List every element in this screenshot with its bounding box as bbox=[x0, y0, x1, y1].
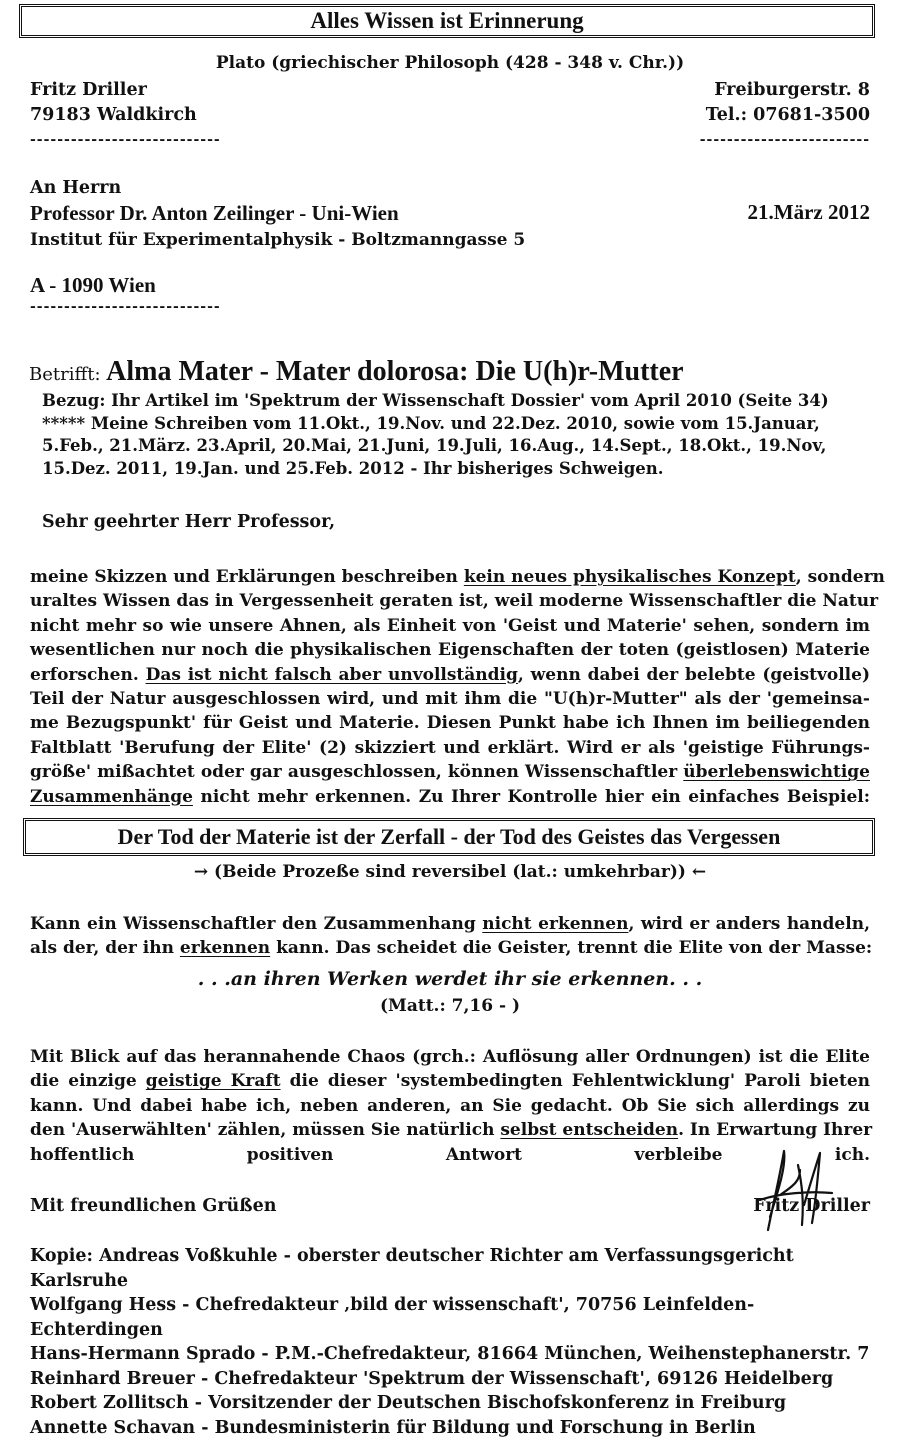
emphasis-text: Zusammenhänge bbox=[30, 787, 193, 807]
text-span: als der 'gemeinsa- bbox=[688, 689, 870, 709]
text-span: . In Erwartung Ihrer bbox=[678, 1120, 872, 1140]
copies-label: Kopie bbox=[30, 1246, 87, 1266]
paragraph-line: hoffentlich positiven Antwort verbleibe ich. bbox=[30, 1143, 870, 1167]
sender-city: 79183 Waldkirch bbox=[30, 103, 221, 128]
text-span: die einzige bbox=[30, 1071, 146, 1091]
paragraph-line: kann. Und dabei habe ich, neben anderen, an Sie gedacht. Ob Sie sich allerdings zu bbox=[30, 1094, 870, 1118]
motto-text: Der Tod der Materie ist der Zerfall - der Tod des Geistes das Vergessen bbox=[118, 824, 781, 849]
paragraph-line bbox=[30, 565, 870, 589]
copies-block bbox=[30, 1244, 880, 1440]
motto-box bbox=[23, 818, 875, 856]
recipient-block bbox=[30, 177, 525, 315]
emphasis-text: geistige Kraft bbox=[146, 1071, 281, 1091]
emphasis-text: Das ist nicht falsch aber unvollständig bbox=[146, 665, 518, 685]
text-span: meine Skizzen und Erklärungen beschreiben bbox=[30, 567, 464, 587]
paragraph-line: uraltes Wissen das in Vergessenheit geraten ist, weil moderne Wissenschaftler die Natur bbox=[30, 589, 870, 613]
text-span: die dieser bbox=[281, 1071, 396, 1091]
sender-contact-divider: ------------------------- bbox=[680, 128, 870, 153]
emphasis-text: Materie' bbox=[607, 616, 687, 636]
text-span: nicht mehr erkennen. Zu Ihrer Kontrolle hier ein einfaches Beispiel: bbox=[193, 787, 870, 807]
paragraph-line bbox=[30, 663, 870, 687]
recipient-institute: Institut für Experimentalphysik - Boltzmanngasse 5 bbox=[30, 227, 525, 253]
subject-line bbox=[29, 356, 889, 388]
paragraph-line: me Bezugspunkt' für Geist und Materie. Diesen Punkt habe ich Ihnen im beiliegenden bbox=[30, 711, 870, 735]
signature-image bbox=[740, 1145, 870, 1235]
letter-date: 21.März 2012 bbox=[700, 200, 870, 225]
text-span: ) bbox=[862, 665, 870, 685]
emphasis-text: überlebenswichtige bbox=[683, 762, 870, 782]
letter-title-box bbox=[19, 4, 875, 38]
recipient-salutation: An Herrn bbox=[30, 177, 525, 199]
reference-line: ***** Meine Schreiben vom 11.Okt., 19.Nov. und 22.Dez. 2010, sowie vom 15.Januar, bbox=[42, 413, 870, 436]
emphasis-text: geistlosen bbox=[684, 640, 781, 660]
text-span: , wenn dabei der belebte ( bbox=[518, 665, 771, 685]
text-span: ) Materie bbox=[781, 640, 870, 660]
recipient-divider: ---------------------------- bbox=[30, 299, 525, 315]
text-span: : Andreas Voßkuhle - oberster deutscher Richter am Verfassungsgericht Karlsruhe bbox=[30, 1246, 794, 1291]
text-span: erforschen. bbox=[30, 665, 146, 685]
sender-block bbox=[30, 78, 221, 153]
copy-line bbox=[30, 1244, 880, 1293]
sender-divider: ---------------------------- bbox=[30, 128, 221, 153]
bible-quote: . . .an ihren Werken werdet ihr sie erkennen. . . bbox=[0, 968, 900, 990]
reversible-note: → (Beide Prozeße sind reversibel (lat.: umkehrbar)) ← bbox=[0, 862, 900, 882]
recipient-name: Professor Dr. Anton Zeilinger - Uni-Wien bbox=[30, 199, 525, 227]
text-span: kann. Das scheidet die Geister, trennt die Elite von der Masse: bbox=[270, 938, 872, 958]
emphasis-text: erkennen bbox=[180, 938, 270, 958]
sender-contact bbox=[680, 78, 870, 153]
paragraph-line bbox=[30, 638, 870, 662]
reference-block bbox=[42, 390, 870, 480]
recipient-city: A - 1090 Wien bbox=[30, 271, 525, 299]
reference-line: 15.Dez. 2011, 19.Jan. und 25.Feb. 2012 - Ihr bisheriges Schweigen. bbox=[42, 458, 870, 481]
text-span: als der, der ihn bbox=[30, 938, 180, 958]
emphasis-text: selbst entscheiden bbox=[500, 1120, 678, 1140]
text-span: und bbox=[557, 616, 607, 636]
sender-street: Freiburgerstr. 8 bbox=[680, 78, 870, 103]
paragraph-line bbox=[30, 614, 870, 638]
emphasis-text: kein neues physikalisches Konzept bbox=[464, 567, 796, 587]
emphasis-text: "U(h)r-Mutter" bbox=[544, 689, 688, 709]
greeting: Sehr geehrter Herr Professor, bbox=[42, 512, 335, 532]
copy-line: Hans-Hermann Sprado - P.M.-Chefredakteur, 81664 München, Weihenstephanerstr. 7 bbox=[30, 1342, 880, 1367]
body-paragraph-1 bbox=[30, 565, 870, 809]
text-span: Paroli bieten bbox=[735, 1071, 870, 1091]
text-span: , wird er anders handeln, bbox=[628, 914, 870, 934]
emphasis-text: 'systembedingten Fehlentwicklung' bbox=[395, 1071, 735, 1091]
text-span: größe' mißachtet oder gar ausgeschlossen, können Wissenschaftler bbox=[30, 762, 683, 782]
closing: Mit freundlichen Grüßen bbox=[30, 1196, 276, 1216]
paragraph-line: Faltblatt 'Berufung der Elite' (2) skizziert und erklärt. Wird er als 'geistige Führungs- bbox=[30, 736, 870, 760]
reference-line: 5.Feb., 21.März. 23.April, 20.Mai, 21.Juni, 19.Juli, 16.Aug., 14.Sept., 18.Okt., 19.Nov, bbox=[42, 435, 870, 458]
text-span: zählen, müssen Sie natürlich bbox=[212, 1120, 501, 1140]
copy-line: Wolfgang Hess - Chefredakteur ‚bild der wissenschaft', 70756 Leinfelden-Echterdingen bbox=[30, 1293, 880, 1342]
text-span: wesentlichen nur noch die physikalischen Eigenschaften der toten ( bbox=[30, 640, 684, 660]
emphasis-text: 'Geist bbox=[503, 616, 557, 636]
emphasis-text: geistvolle bbox=[770, 665, 862, 685]
emphasis-text: nicht erkennen bbox=[482, 914, 628, 934]
signature-name: Fritz Driller bbox=[750, 1196, 870, 1216]
subject-label: Betrifft: bbox=[29, 364, 101, 385]
sender-phone: Tel.: 07681-3500 bbox=[680, 103, 870, 128]
body-paragraph-2 bbox=[30, 912, 870, 961]
paragraph-line bbox=[30, 760, 870, 784]
copy-line: Robert Zollitsch - Vorsitzender der Deutschen Bischofskonferenz in Freiburg bbox=[30, 1391, 880, 1416]
letter-title: Alles Wissen ist Erinnerung bbox=[310, 8, 583, 33]
sender-name: Fritz Driller bbox=[30, 78, 221, 103]
text-span: Teil der Natur ausgeschlossen wird, und mit ihm die bbox=[30, 689, 544, 709]
paragraph-line bbox=[30, 912, 870, 936]
paragraph-line: Mit Blick auf das herannahende Chaos (grch.: Auflösung aller Ordnungen) ist die Elite bbox=[30, 1045, 870, 1069]
paragraph-line bbox=[30, 1069, 870, 1093]
paragraph-line bbox=[30, 687, 870, 711]
paragraph-line bbox=[30, 1118, 870, 1142]
paragraph-line bbox=[30, 936, 870, 960]
quote-source: Plato (griechischer Philosoph (428 - 348 v. Chr.)) bbox=[0, 53, 900, 73]
text-span: Kann ein Wissenschaftler den Zusammenhang bbox=[30, 914, 482, 934]
bible-reference: (Matt.: 7,16 - ) bbox=[0, 996, 900, 1016]
text-span: nicht mehr so wie unsere Ahnen, als Einheit von bbox=[30, 616, 503, 636]
subject-text: Alma Mater - Mater dolorosa: Die U(h)r-Mutter bbox=[106, 356, 683, 387]
emphasis-text: 'Auserwählten' bbox=[71, 1120, 212, 1140]
text-span: , sondern bbox=[796, 567, 885, 587]
text-span: den bbox=[30, 1120, 71, 1140]
paragraph-line bbox=[30, 785, 870, 809]
text-span: sehen, sondern im bbox=[687, 616, 870, 636]
copy-line: Annette Schavan - Bundesministerin für Bildung und Forschung in Berlin bbox=[30, 1416, 880, 1440]
copy-line: Reinhard Breuer - Chefredakteur 'Spektrum der Wissenschaft', 69126 Heidelberg bbox=[30, 1367, 880, 1392]
reference-line: Bezug: Ihr Artikel im 'Spektrum der Wissenschaft Dossier' vom April 2010 (Seite 34) bbox=[42, 390, 870, 413]
